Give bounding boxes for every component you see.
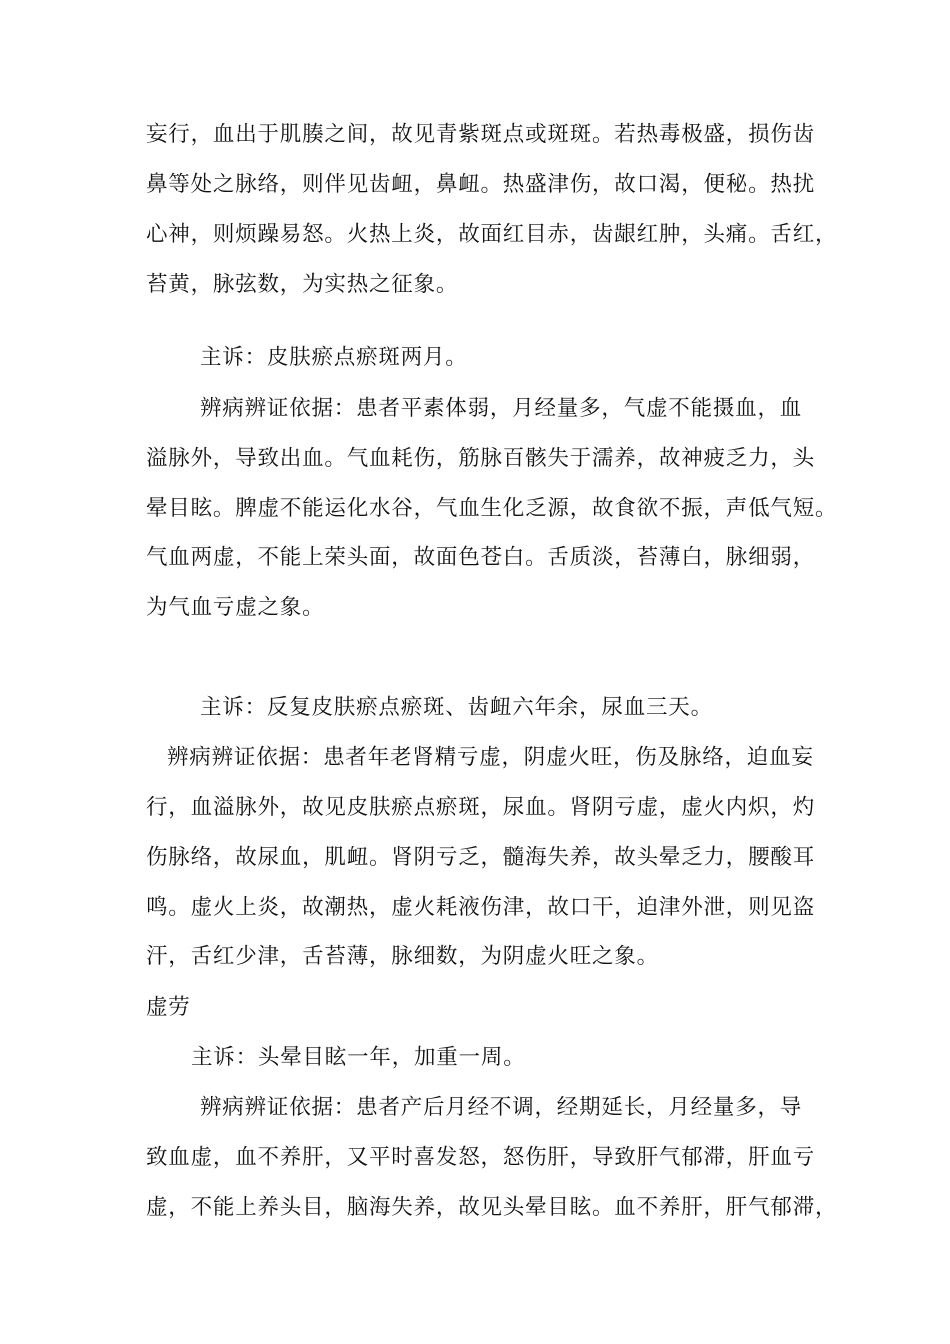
section-heading: 虚劳	[146, 995, 191, 1020]
diagnosis-basis-line: 虚，不能上养头目，脑海失养，故见头晕目眩。血不养肝，肝气郁滞，	[146, 1195, 838, 1220]
paragraph-line: 苔黄，脉弦数，为实热之征象。	[146, 272, 459, 297]
diagnosis-basis-line: 行，血溢脉外，故见皮肤瘀点瘀斑，尿血。肾阴亏虚，虚火内炽，灼	[146, 795, 816, 820]
diagnosis-basis-line: 汗，舌红少津，舌苔薄，脉细数，为阴虚火旺之象。	[146, 944, 659, 969]
diagnosis-basis-line: 伤脉络，故尿血，肌衄。肾阴亏乏，髓海失养，故头晕乏力，腰酸耳	[146, 845, 816, 870]
diagnosis-basis-line: 辨病辨证依据：患者平素体弱，月经量多，气虚不能摄血，血	[200, 396, 803, 421]
diagnosis-basis-line: 辨病辨证依据：患者年老肾精亏虚，阴虚火旺，伤及脉络，迫血妄	[167, 745, 814, 770]
paragraph-line: 心神，则烦躁易怒。火热上炎，故面红目赤，齿龈红肿，头痛。舌红，	[146, 222, 838, 247]
diagnosis-basis-line: 晕目眩。脾虚不能运化水谷，气血生化乏源，故食欲不振，声低气短。	[146, 496, 838, 521]
diagnosis-basis-line: 鸣。虚火上炎，故潮热，虚火耗液伤津，故口干，迫津外泄，则见盗	[146, 895, 816, 920]
diagnosis-basis-line: 溢脉外，导致出血。气血耗伤，筋脉百骸失于濡养，故神疲乏力，头	[146, 446, 816, 471]
diagnosis-basis-line: 为气血亏虚之象。	[146, 595, 325, 620]
chief-complaint: 主诉：皮肤瘀点瘀斑两月。	[200, 345, 468, 370]
chief-complaint: 主诉：反复皮肤瘀点瘀斑、齿衄六年余，尿血三天。	[200, 695, 713, 720]
paragraph-line: 妄行，血出于肌腠之间，故见青紫斑点或斑斑。若热毒极盛，损伤齿	[146, 122, 816, 147]
chief-complaint: 主诉：头晕目眩一年，加重一周。	[191, 1045, 526, 1070]
paragraph-line: 鼻等处之脉络，则伴见齿衄，鼻衄。热盛津伤，故口渴，便秘。热扰	[146, 172, 816, 197]
diagnosis-basis-line: 致血虚，血不养肝，又平时喜发怒，怒伤肝，导致肝气郁滞，肝血亏	[146, 1145, 816, 1170]
diagnosis-basis-line: 辨病辨证依据：患者产后月经不调，经期延长，月经量多，导	[200, 1095, 803, 1120]
diagnosis-basis-line: 气血两虚，不能上荣头面，故面色苍白。舌质淡，苔薄白，脉细弱，	[146, 545, 816, 570]
